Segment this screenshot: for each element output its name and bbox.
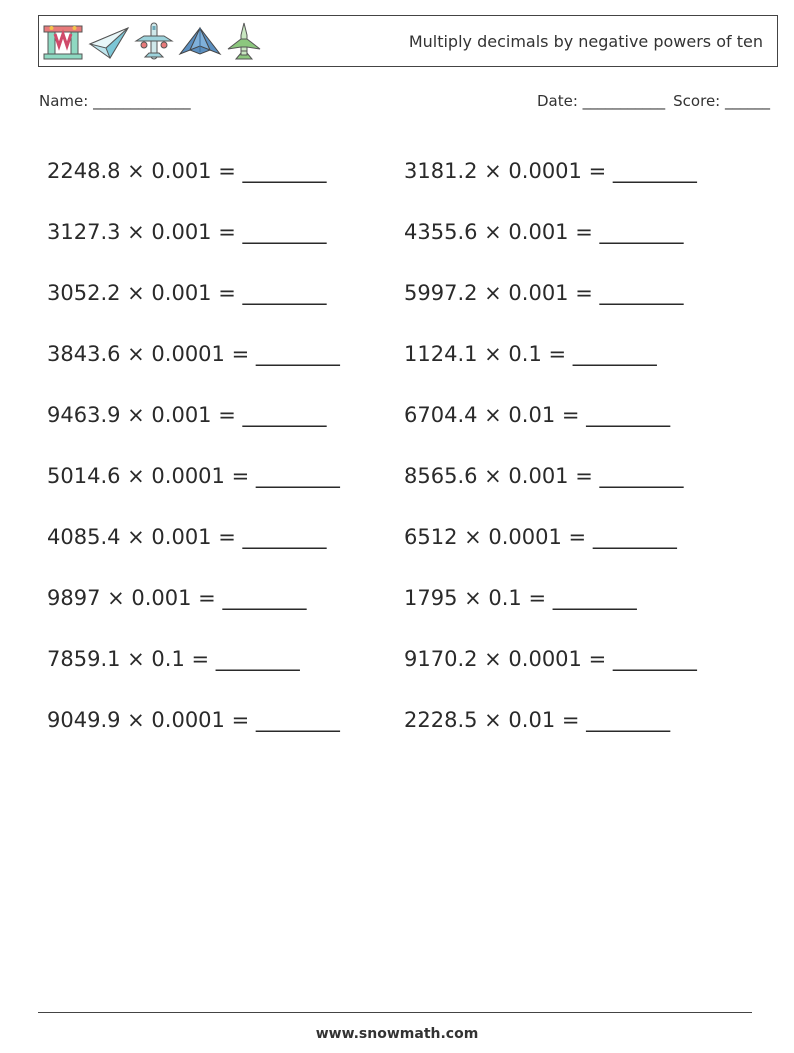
problem: 6704.4 × 0.01 = ________ (404, 402, 671, 427)
problem: 4085.4 × 0.001 = ________ (47, 524, 327, 549)
problem: 4355.6 × 0.001 = ________ (404, 219, 684, 244)
problem: 3181.2 × 0.0001 = ________ (404, 158, 697, 183)
problem-row (47, 262, 767, 323)
problem-row (47, 506, 767, 567)
problem: 5997.2 × 0.001 = ________ (404, 280, 684, 305)
problem-row (47, 567, 767, 628)
problem: 5014.6 × 0.0001 = ________ (47, 463, 340, 488)
worksheet-title: Multiply decimals by negative powers of ten (408, 32, 763, 51)
problem-row (47, 628, 767, 689)
problem-grid (47, 140, 767, 750)
footer-divider (38, 1012, 752, 1013)
problem: 3052.2 × 0.001 = ________ (47, 280, 327, 305)
footer-url[interactable]: www.snowmath.com (315, 1026, 479, 1042)
date-field: Date: ___________ (536, 92, 666, 110)
problem-row (47, 201, 767, 262)
problem-row (47, 689, 767, 750)
problem: 1124.1 × 0.1 = ________ (404, 341, 657, 366)
problem-row (47, 323, 767, 384)
stealth-jet-icon (178, 24, 222, 60)
problem: 2228.5 × 0.01 = ________ (404, 707, 671, 732)
problem-row (47, 384, 767, 445)
problem: 3843.6 × 0.0001 = ________ (47, 341, 340, 366)
problem: 3127.3 × 0.001 = ________ (47, 219, 327, 244)
problem-row (47, 445, 767, 506)
problem: 9463.9 × 0.001 = ________ (47, 402, 327, 427)
problem: 6512 × 0.0001 = ________ (404, 524, 677, 549)
name-field: Name: _____________ (39, 92, 191, 110)
date-score-fields (537, 92, 770, 110)
problem-row (47, 140, 767, 201)
header-icons (42, 20, 262, 64)
problem: 1795 × 0.1 = ________ (404, 585, 637, 610)
airplane-icon (134, 21, 174, 63)
problem: 8565.6 × 0.001 = ________ (404, 463, 684, 488)
score-field: Score: ______ (673, 92, 770, 110)
problem: 9897 × 0.001 = ________ (47, 585, 307, 610)
paper-plane-icon (88, 22, 130, 62)
fighter-jet-icon (226, 21, 262, 63)
problem: 2248.8 × 0.001 = ________ (47, 158, 327, 183)
problem: 9170.2 × 0.0001 = ________ (404, 646, 697, 671)
gate-icon (42, 22, 84, 62)
problem: 9049.9 × 0.0001 = ________ (47, 707, 340, 732)
problem: 7859.1 × 0.1 = ________ (47, 646, 300, 671)
worksheet-header (38, 15, 778, 67)
